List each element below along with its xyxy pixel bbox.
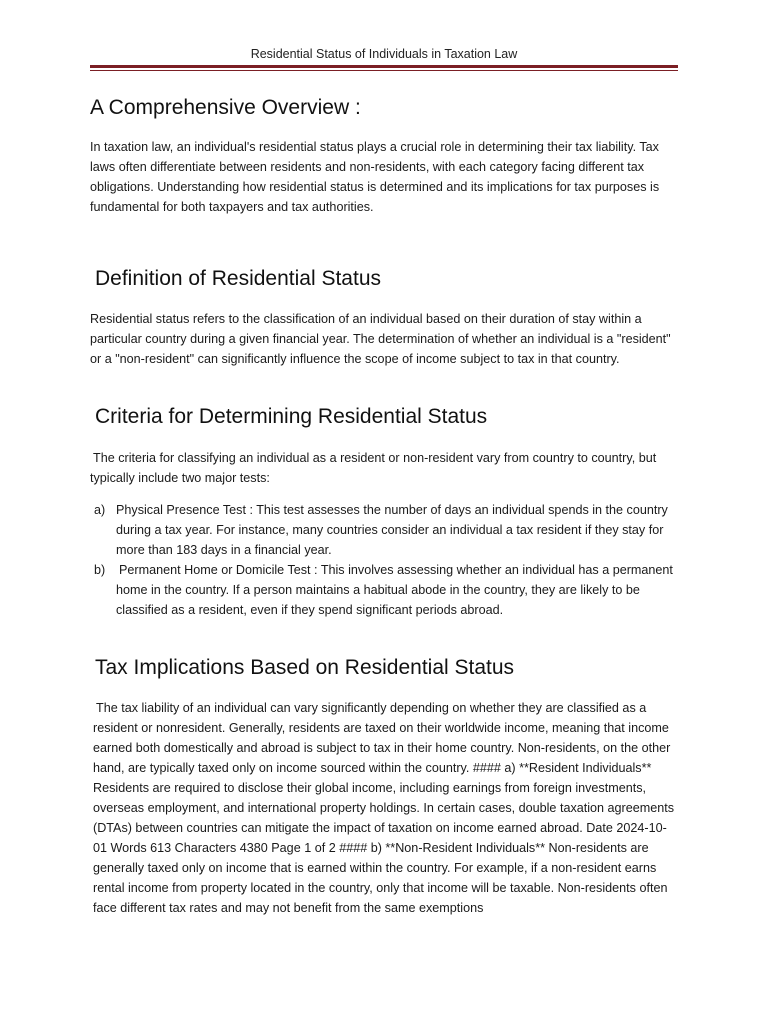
implications-heading: Tax Implications Based on Residential Status <box>95 656 515 679</box>
list-item-text: Permanent Home or Domicile Test : This involves assessing whether an individual has a permanent home in the country. If a person maintains a habitual abode in the country, they are likely to be classified as a resident, even if they spend significant periods abroad. <box>116 563 673 617</box>
header-rule-thick <box>90 65 678 68</box>
list-marker: a) <box>94 503 106 517</box>
definition-heading: Definition of Residential Status <box>95 267 381 290</box>
overview-heading: A Comprehensive Overview : <box>90 96 361 119</box>
running-header: Residential Status of Individuals in Taxation Law <box>250 47 518 61</box>
header-rule-thin <box>90 70 678 71</box>
implications-paragraph: The tax liability of an individual can vary significantly depending on whether they are classified as a resident or nonresident. Generally, residents are taxed on their worldwide income, meaning that income earned both domestically and abroad is subject to tax in their home country. Non-residents, on the other hand, are typically taxed only on income sourced within the country. #### a) **Resident Individuals** Residents are required to disclose their global income, including earnings from foreign investments, overseas employment, and international property holdings. In certain cases, double taxation agreements (DTAs) between countries can mitigate the impact of taxation on income earned abroad. Date 2024-10-01 Words 613 Characters 4380 Page 1 of 2 #### b) **Non-Resident Individuals** Non-residents are generally taxed only on income that is earned within the country. For example, if a non-resident earns rental income from property located in the country, only that income will be taxable. Non-residents often face different tax rates and may not benefit from the same exemptions <box>93 701 675 915</box>
list-item-text: Physical Presence Test : This test assesses the number of days an individual spends in the country during a tax year. For instance, many countries consider an individual a tax resident if they stay for more than 183 days in a financial year. <box>116 503 668 557</box>
list-marker: b) <box>94 563 106 577</box>
criteria-heading: Criteria for Determining Residential Status <box>95 405 488 428</box>
criteria-intro: The criteria for classifying an individual as a resident or non-resident vary from country to country, but typically include two major tests: <box>90 451 657 485</box>
definition-paragraph: Residential status refers to the classification of an individual based on their duration of stay within a particular country during a given financial year. The determination of whether an individual is a "resident" or a "non-resident" can significantly influence the scope of income subject to tax in that country. <box>90 312 671 366</box>
overview-paragraph: In taxation law, an individual's residential status plays a crucial role in determining their tax liability. Tax laws often differentiate between residents and non-residents, with each category facing different tax obligations. Understanding how residential status is determined and its implications for tax purposes is fundamental for both taxpayers and tax authorities. <box>90 140 660 214</box>
